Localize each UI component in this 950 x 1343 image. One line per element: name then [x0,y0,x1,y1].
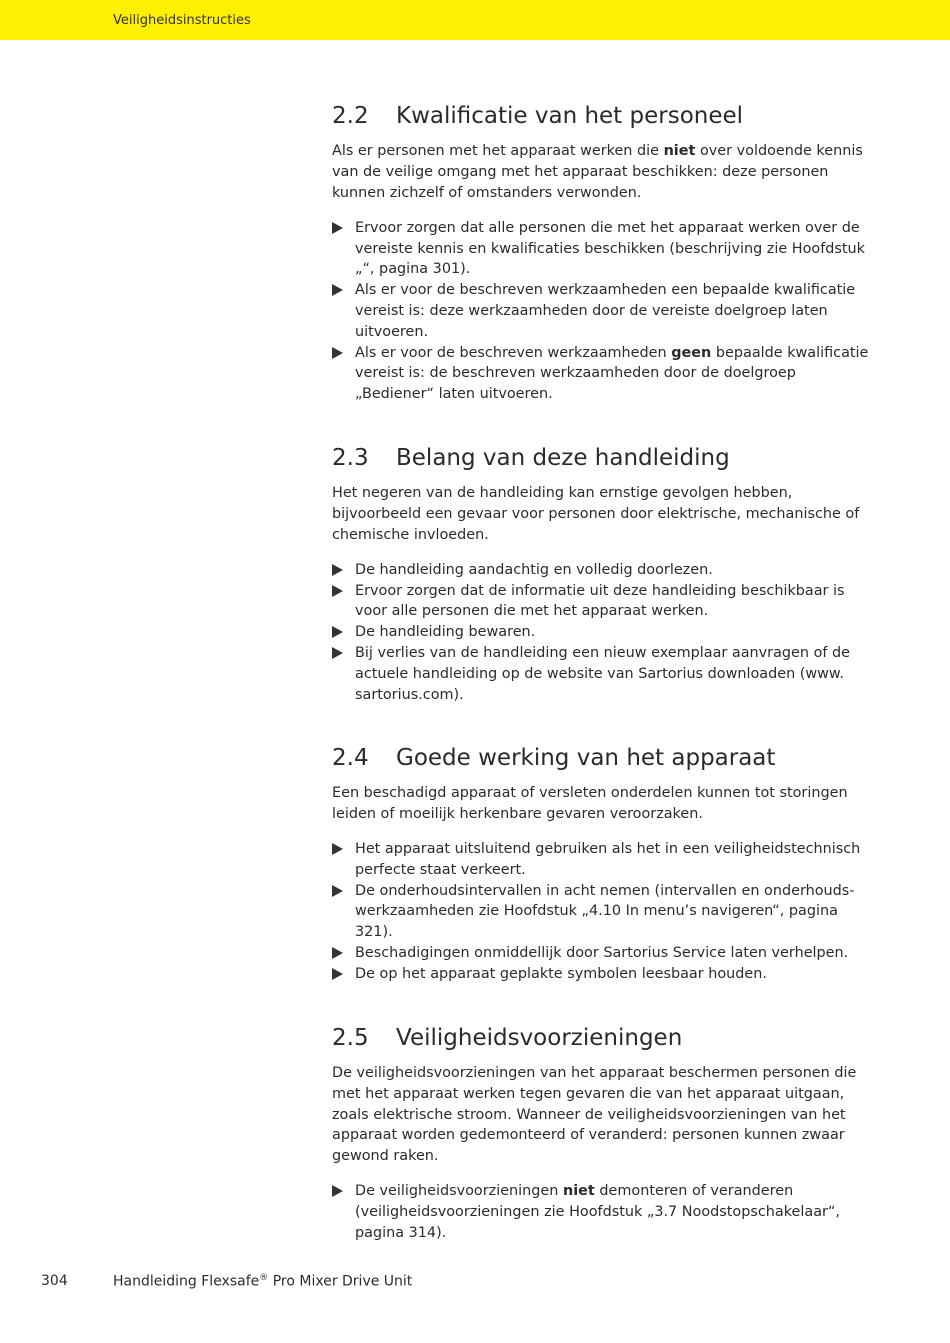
bullet-arrow-icon [332,284,343,296]
bullet-arrow-icon [332,1185,343,1197]
header-section-title: Veiligheidsinstructies [113,13,251,28]
section-title: Veiligheidsvoorzieningen [396,1025,683,1051]
section-intro: De veiligheidsvoorzieningen van het apparaat beschermen personen die met het apparaat werken tegen gevaren die van het apparaat uitgaan, zoals elektrische stroom. Wanneer de veiligheidsvoorzieningen van het apparaat worden gedemonteerd of veranderd: personen kunnen zwaar gewond raken. [332,1065,857,1165]
list-item: De veiligheidsvoorzieningen niet demonteren of veranderen (veiligheidsvoorzieningen zie Hoofdstuk „3.7 Noodstopschakelaar“, pagina 314). [332,1181,872,1243]
list-item: Beschadigingen onmiddellijk door Sartorius Service laten verhelpen. [332,943,872,964]
section-2-3 [332,443,872,705]
list-item: De handleiding aandachtig en volledig doorlezen. [332,560,872,581]
list-item: Als er voor de beschreven werkzaamheden een bepaalde kwalificatie vereist is: deze werkzaamheden door de vereiste doelgroep laten uitvoeren. [332,280,872,342]
section-intro: Het negeren van de handleiding kan ernstige gevolgen hebben, bijvoorbeeld een gevaar voor personen door elektrische, mechanische of chemische invloeden. [332,485,860,543]
bullet-arrow-icon [332,885,343,897]
section-heading [332,443,872,473]
section-2-4 [332,743,872,985]
bullet-arrow-icon [332,347,343,359]
section-2-2 [332,101,872,405]
document-title: Handleiding Flexsafe® Pro Mixer Drive Unit [113,1273,413,1290]
list-item: De op het apparaat geplakte symbolen leesbaar houden. [332,964,872,985]
bullet-arrow-icon [332,647,343,659]
section-number: 2.5 [332,1025,369,1051]
section-number: 2.2 [332,103,369,129]
section-number: 2.4 [332,745,369,771]
section-heading [332,1023,872,1053]
page-number: 304 [41,1273,68,1289]
section-intro: Als er personen met het apparaat werken die niet over voldoende kennis van de veilige omgang met het apparaat beschikken: deze personen kunnen zichzelf of omstanders verwonden. [332,143,863,201]
section-title: Belang van deze handleiding [396,445,730,471]
bullet-arrow-icon [332,222,343,234]
list-item: Als er voor de beschreven werkzaamheden geen bepaalde kwalificatie vereist is: de beschreven werkzaamheden door de doelgroep „Bediener“ laten uitvoeren. [332,343,872,405]
bullet-arrow-icon [332,947,343,959]
page-header-bar [0,0,950,40]
list-item: Het apparaat uitsluitend gebruiken als het in een veiligheidstechnisch perfecte staat verkeert. [332,839,872,881]
section-heading [332,743,872,773]
list-item: Ervoor zorgen dat alle personen die met het apparaat werken over de vereiste kennis en kwalificaties beschikken (beschrijving zie Hoofdstuk „“, pagina 301). [332,218,872,280]
bullet-arrow-icon [332,585,343,597]
section-title: Goede werking van het apparaat [396,745,776,771]
section-intro: Een beschadigd apparaat of versleten onderdelen kunnen tot storingen leiden of moeilijk herkenbare gevaren veroorzaken. [332,785,848,822]
section-title: Kwalificatie van het personeel [396,103,744,129]
list-item: Bij verlies van de handleiding een nieuw exemplaar aanvragen of de actuele handleiding op de website van Sartorius downloaden (www. sartorius.com). [332,643,872,705]
list-item: Ervoor zorgen dat de informatie uit deze handleiding beschikbaar is voor alle personen die met het apparaat werken. [332,581,872,623]
bullet-arrow-icon [332,968,343,980]
instruction-list [332,218,872,405]
instruction-list [332,1181,872,1243]
bullet-arrow-icon [332,564,343,576]
instruction-list [332,560,872,706]
section-heading [332,101,872,131]
bullet-arrow-icon [332,626,343,638]
list-item: De onderhoudsintervallen in acht nemen (intervallen en onderhouds-werkzaamheden zie Hoofdstuk „4.10 In menu’s navigeren“, pagina 321). [332,881,872,943]
section-number: 2.3 [332,445,369,471]
section-2-5 [332,1023,872,1244]
bullet-arrow-icon [332,843,343,855]
instruction-list [332,839,872,985]
list-item: De handleiding bewaren. [332,622,872,643]
